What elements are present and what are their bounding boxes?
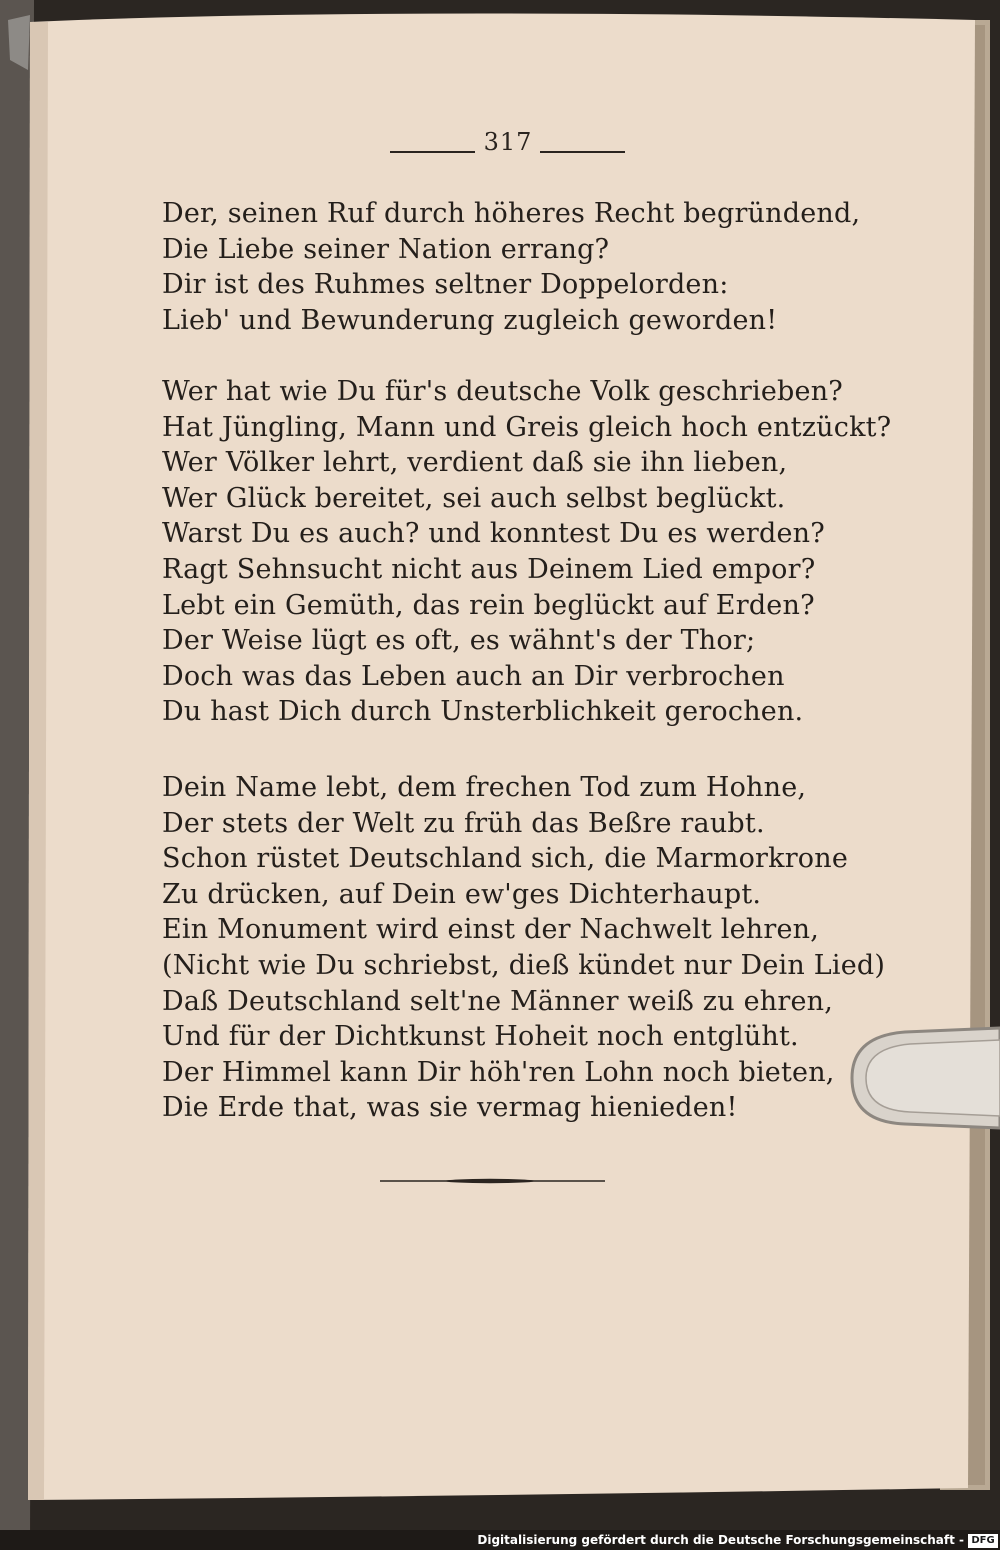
verse-line: Dein Name lebt, dem frechen Tod zum Hohne, <box>162 772 807 803</box>
verse-line: Die Liebe seiner Nation errang? <box>162 233 610 265</box>
verse-line: Der Weise lügt es oft, es wähnt's der Thor; <box>162 625 756 657</box>
page-number: 317 <box>483 128 533 156</box>
verse-line: Wer Völker lehrt, verdient daß sie ihn lieben, <box>162 447 788 479</box>
verse-line: Ragt Sehnsucht nicht aus Deinem Lied empor? <box>162 553 816 585</box>
verse-line: Der, seinen Ruf durch höheres Recht begründend, <box>162 198 861 229</box>
verse-line: Hat Jüngling, Mann und Greis gleich hoch entzückt? <box>162 411 892 443</box>
verse-line: Doch was das Leben auch an Dir verbrochen <box>162 660 785 692</box>
verse-line: Schon rüstet Deutschland sich, die Marmorkrone <box>162 843 849 875</box>
verse-line: Und für der Dichtkunst Hoheit noch entglüht. <box>162 1021 799 1053</box>
verse-line: Du hast Dich durch Unsterblichkeit gerochen. <box>162 696 804 728</box>
digitization-credit: Digitalisierung gefördert durch die Deutsche Forschungsgemeinschaft - <box>477 1533 964 1547</box>
verse-line: Ein Monument wird einst der Nachwelt lehren, <box>162 914 820 946</box>
verse-line: Der stets der Welt zu früh das Beßre raubt. <box>162 807 765 839</box>
verse-line: Dir ist des Ruhmes seltner Doppelorden: <box>162 269 729 301</box>
verse-line: Wer Glück bereitet, sei auch selbst beglückt. <box>162 482 786 514</box>
verse-line: (Nicht wie Du schriebst, dieß kündet nur Dein Lied) <box>162 949 886 981</box>
verse-line: Lieb' und Bewunderung zugleich geworden! <box>162 304 778 336</box>
dfg-logo: DFG <box>968 1534 998 1548</box>
verse-line: Wer hat wie Du für's deutsche Volk geschrieben? <box>162 376 843 407</box>
stanza-1 <box>162 196 860 338</box>
stanza-2 <box>162 374 891 730</box>
verse-line: Der Himmel kann Dir höh'ren Lohn noch bieten, <box>162 1056 835 1088</box>
verse-line: Warst Du es auch? und konntest Du es werden? <box>162 518 825 550</box>
stanza-3 <box>162 770 885 1126</box>
verse-line: Lebt ein Gemüth, das rein beglückt auf Erden? <box>162 589 815 621</box>
verse-line: Daß Deutschland selt'ne Männer weiß zu ehren, <box>162 985 834 1017</box>
verse-line: Die Erde that, was sie vermag hienieden! <box>162 1092 738 1124</box>
verse-line: Zu drücken, auf Dein ew'ges Dichterhaupt. <box>162 878 762 910</box>
